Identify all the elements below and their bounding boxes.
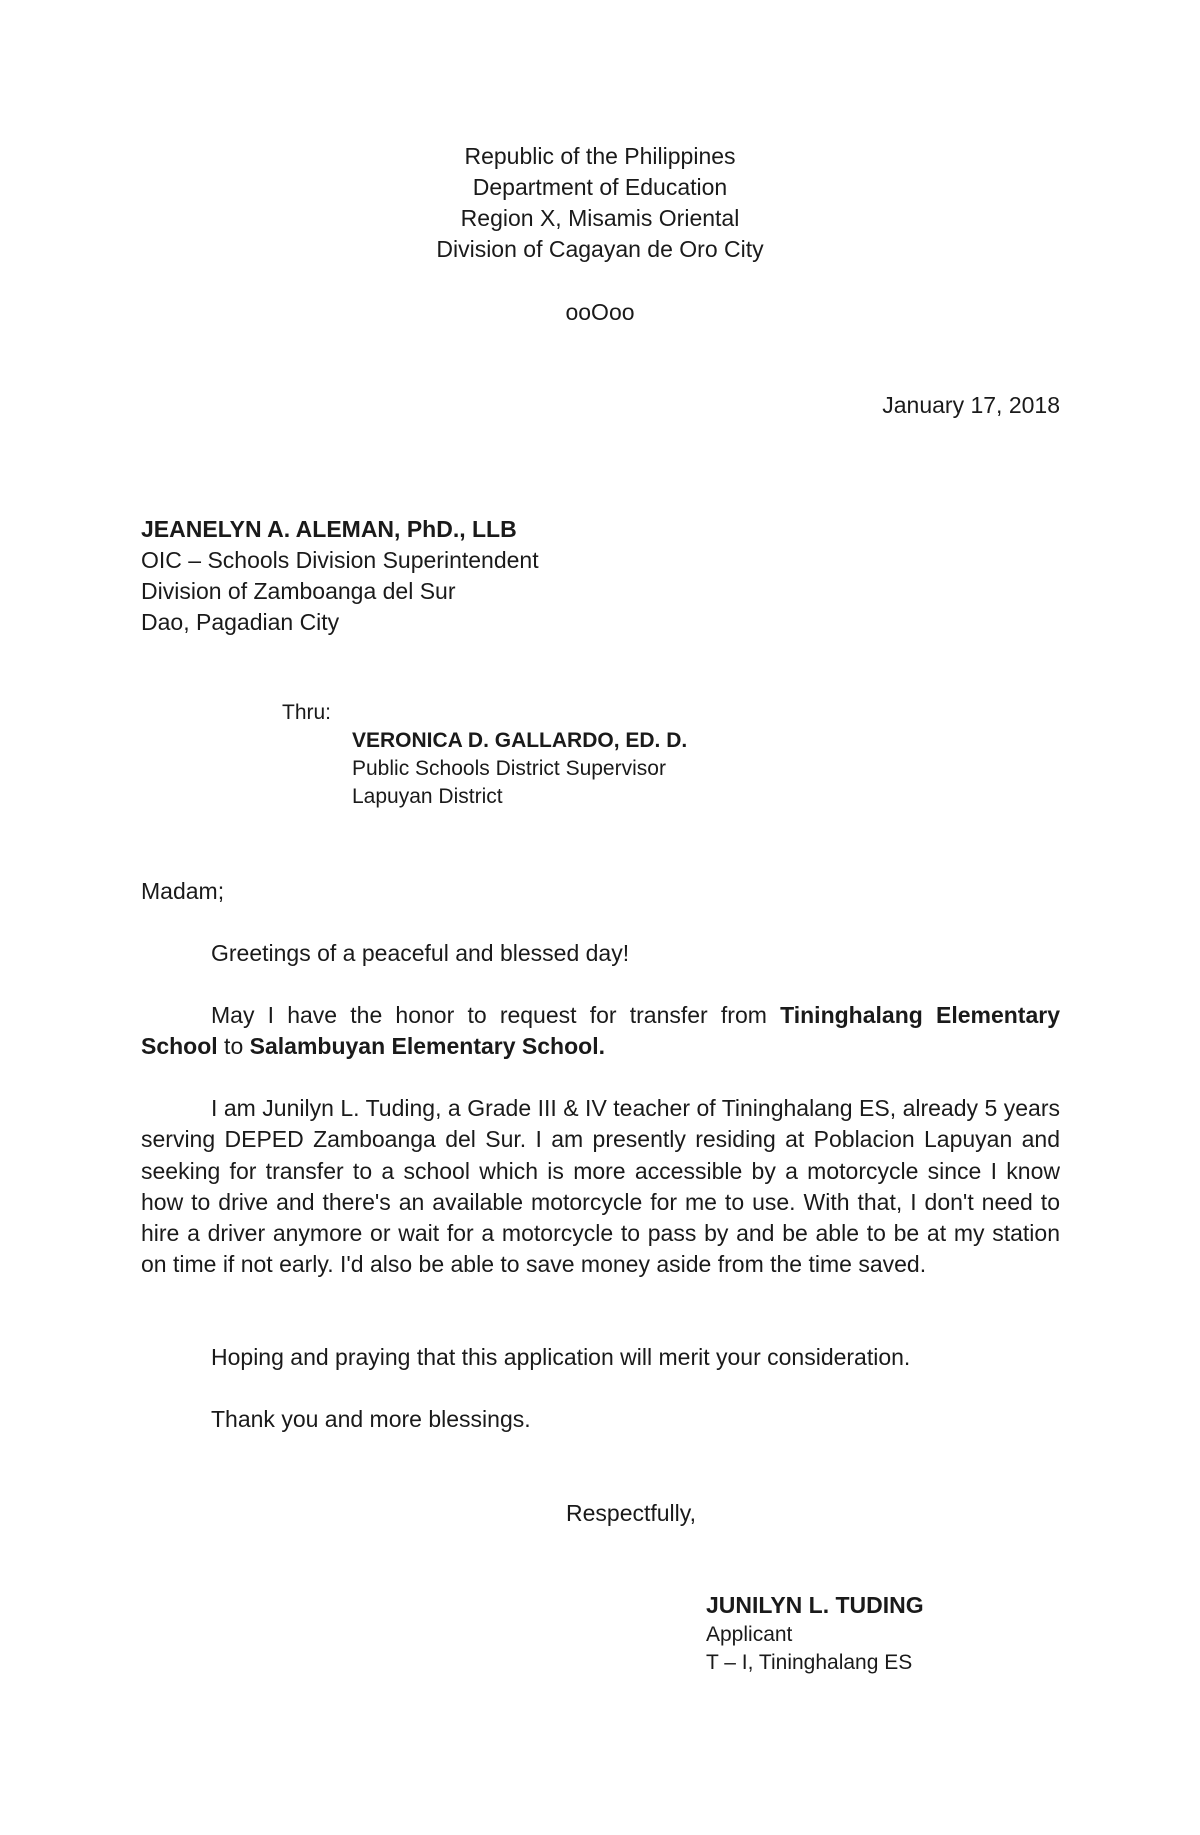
salutation: Madam; [141,878,225,904]
request-paragraph [141,1000,1060,1063]
thru-block [352,727,687,811]
recipient-division: Division of Zamboanga del Sur [141,578,456,604]
signature-position: T – I, Tininghalang ES [706,1651,913,1674]
recipient-title: OIC – Schools Division Superintendent [141,547,539,573]
greeting-paragraph: Greetings of a peaceful and blessed day! [211,940,630,966]
request-to-school: Salambuyan Elementary School. [249,1033,605,1060]
letter-date: January 17, 2018 [882,392,1060,418]
recipient-block [141,514,539,638]
letterhead [0,141,1200,265]
request-from-school: Tininghalang Elementary School [141,1002,1060,1060]
letterhead-division: Division of Cagayan de Oro City [436,236,764,262]
recipient-address: Dao, Pagadian City [141,609,340,635]
recipient-name: JEANELYN A. ALEMAN, PhD., LLB [141,516,517,542]
thru-name: VERONICA D. GALLARDO, ED. D. [352,729,688,752]
letterhead-region: Region X, Misamis Oriental [460,205,740,231]
closing: Respectfully, [566,1500,696,1526]
letterhead-department: Department of Education [472,174,728,200]
thru-title: Public Schools District Supervisor [352,757,666,780]
signature-role: Applicant [706,1623,793,1646]
signature-name: JUNILYN L. TUDING [706,1592,924,1618]
thanks-paragraph: Thank you and more blessings. [211,1406,531,1432]
signature-block [706,1590,924,1677]
request-prefix: May I have the honor to request for transfer from [211,1002,781,1028]
thru-label: Thru: [282,701,332,724]
letterhead-republic: Republic of the Philippines [464,143,736,169]
thru-district: Lapuyan District [352,785,503,808]
request-connector: to [217,1033,250,1060]
body-paragraph: I am Junilyn L. Tuding, a Grade III & IV teacher of Tininghalang ES, already 5 years serving DEPED Zamboanga del Sur. I am presently residing at Poblacion Lapuyan and seeking for transfer to a school which is more accessible by a motorcycle since I know how to drive and there's an available motorcycle for me to use. With that, I don't need to hire a driver anymore or wait for a motorcycle to pass by and be able to be at my station on time if not early. I'd also be able to save money aside from the time saved. [141,1095,1060,1278]
ornament-divider: ooOoo [565,299,635,325]
hoping-paragraph: Hoping and praying that this application will merit your consideration. [211,1344,911,1370]
